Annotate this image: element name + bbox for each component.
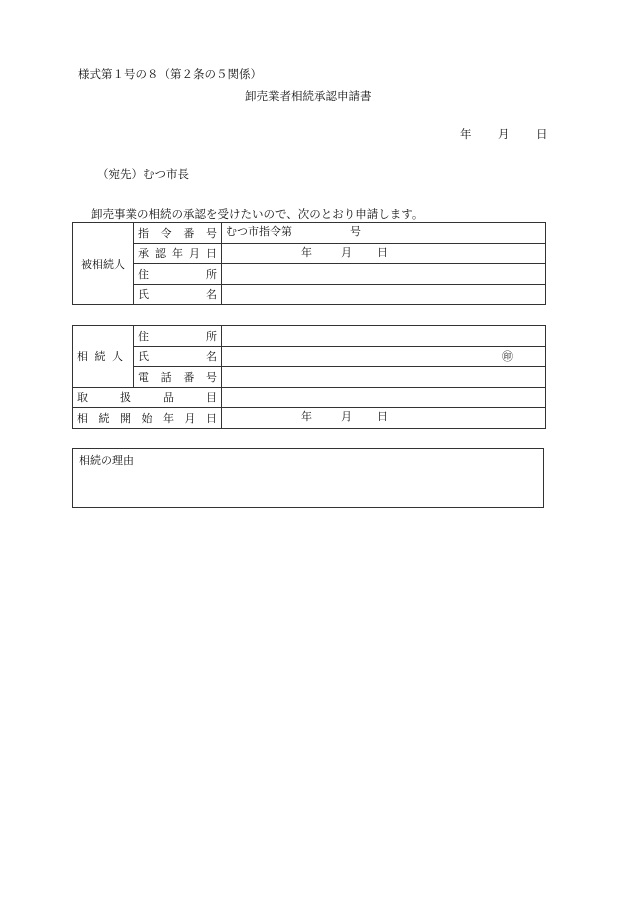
approval-day-label: 日 [377,245,388,259]
items-field[interactable] [222,387,546,408]
order-number-label: 指 令 番 号 [134,223,222,244]
items-label: 取 扱 品 目 [73,387,222,408]
order-number-field[interactable] [222,223,546,244]
decedent-group-label: 被相続人 [73,223,134,305]
intro-text: 卸売事業の相続の承認を受けたいので、次のとおり申請します。 [91,207,424,221]
approval-year-label: 年 [301,245,312,259]
inheritance-start-date-field[interactable] [222,408,546,429]
document-title: 卸売業者相続承認申請書 [245,89,372,103]
date-month-label: 月 [498,127,510,141]
heir-name-label: 氏 名 [134,346,222,367]
seal-mark: ㊞ [502,350,513,364]
approval-date-label: 承 認 年 月 日 [134,243,222,264]
date-year-label: 年 [460,127,472,141]
order-number-prefix: むつ市指令第 [226,225,292,238]
approval-month-label: 月 [341,245,352,259]
heir-phone-field[interactable] [222,367,546,388]
approval-date-field[interactable] [222,243,546,264]
heir-table [72,325,546,429]
heir-address-field[interactable] [222,326,546,347]
inheritance-start-date-label: 相 続 開 始 年 月 日 [73,408,222,429]
order-number-suffix: 号 [350,225,361,238]
heir-phone-label: 電 話 番 号 [134,367,222,388]
reason-label: 相続の理由 [79,454,134,467]
decedent-name-label: 氏 名 [134,284,222,305]
form-number: 様式第１号の８（第２条の５関係） [78,67,262,81]
decedent-address-label: 住 所 [134,264,222,285]
heir-group-label: 相 続 人 [73,326,134,388]
heir-name-field[interactable] [222,346,546,367]
start-day-label: 日 [377,410,388,423]
start-month-label: 月 [341,410,352,423]
heir-address-label: 住 所 [134,326,222,347]
decedent-name-field[interactable] [222,284,546,305]
addressee: （宛先）むつ市長 [97,167,189,181]
date-day-label: 日 [536,127,548,141]
decedent-table [72,222,546,305]
start-year-label: 年 [301,410,312,423]
decedent-address-field[interactable] [222,264,546,285]
reason-box[interactable] [72,448,544,508]
